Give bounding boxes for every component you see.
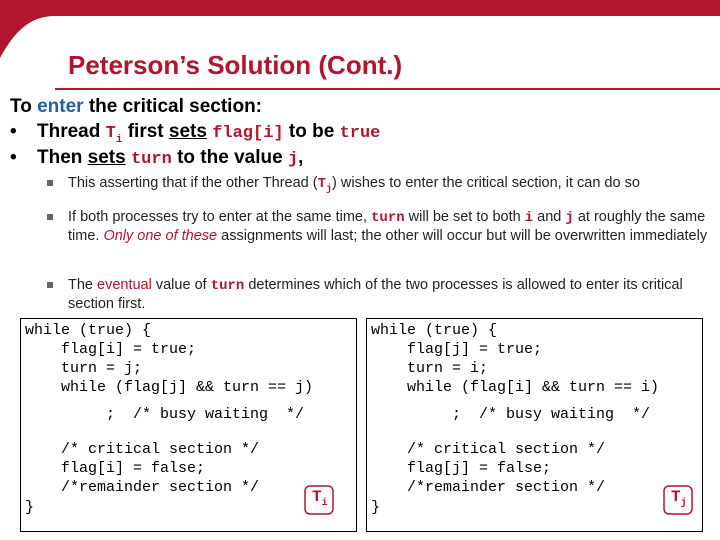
thread-label-sub: i	[321, 498, 328, 510]
underlined-text: sets	[168, 121, 207, 142]
sub-bullet-item	[47, 276, 712, 313]
square-bullet-icon	[47, 282, 53, 288]
thread-label-main: T	[312, 488, 322, 506]
code-line: }	[371, 499, 381, 516]
code-line: flag[j] = false;	[371, 460, 552, 477]
code-block-left	[20, 318, 357, 532]
intro-highlight: enter	[37, 96, 84, 117]
square-bullet-icon	[47, 180, 53, 186]
bullet-marker: •	[10, 121, 17, 142]
sub-text: If both processes try to enter at the same time,	[68, 209, 372, 225]
code-line: ; /* busy waiting */	[371, 406, 651, 423]
sub-text: ) wishes to enter the critical section, it can do so	[332, 175, 640, 191]
code-token: flag[i]	[212, 124, 284, 143]
code-line: flag[j] = true;	[371, 341, 543, 358]
code-token: j	[287, 150, 299, 169]
code-line: /*remainder section */	[25, 479, 260, 496]
code-token: i	[524, 210, 534, 226]
sub-text: at roughly the same time.	[68, 209, 706, 244]
code-line: /* critical section */	[371, 441, 606, 458]
bullet-item	[10, 147, 303, 169]
code-line: while (true) {	[371, 322, 498, 339]
italic-text: Only one of these	[103, 228, 218, 244]
sub-text: This asserting that if the other Thread (	[68, 175, 318, 191]
sub-text: assignments will last; the other will occur but will be overwritten immediately	[217, 228, 708, 244]
sub-text: and	[533, 209, 566, 225]
code-line: turn = j;	[25, 360, 143, 377]
bullet-text: to the value	[171, 147, 288, 168]
code-token: true	[339, 124, 381, 143]
code-token: turn	[371, 210, 405, 226]
code-line: while (flag[i] && turn == i)	[371, 379, 660, 396]
thread-label	[312, 488, 328, 509]
thread-label-main: T	[671, 488, 681, 506]
intro-text-2: the critical section:	[83, 96, 263, 117]
bullet-text: to be	[283, 121, 340, 142]
title-band	[55, 0, 720, 16]
code-token: j	[565, 210, 574, 226]
code-line: while (flag[j] && turn == j)	[25, 379, 314, 396]
code-subscript: j	[326, 183, 333, 195]
code-line: flag[i] = true;	[25, 341, 197, 358]
underlined-text: sets	[87, 147, 126, 168]
intro-line	[10, 96, 262, 118]
highlight-text: eventual	[97, 277, 152, 293]
bullet-text: Then	[37, 147, 88, 168]
bullet-item	[10, 121, 380, 146]
intro-text-1: To	[10, 96, 38, 117]
sub-bullet-item	[47, 174, 712, 199]
thread-label-sub: j	[680, 498, 687, 510]
code-block-right	[366, 318, 703, 532]
code-subscript: i	[115, 133, 123, 146]
code-line: while (true) {	[25, 322, 152, 339]
bullet-text: Thread	[37, 121, 106, 142]
code-line: ; /* busy waiting */	[25, 406, 305, 423]
title-rule	[55, 88, 720, 90]
sub-text: The	[68, 277, 98, 293]
bullet-text: ,	[298, 147, 304, 168]
page-title: Peterson’s Solution (Cont.)	[68, 50, 403, 80]
code-line: /* critical section */	[25, 441, 260, 458]
sub-text: value of	[151, 277, 211, 293]
corner-decoration	[0, 0, 55, 80]
square-bullet-icon	[47, 214, 53, 220]
code-line: }	[25, 499, 35, 516]
bullet-text: first	[122, 121, 169, 142]
bullet-marker: •	[10, 147, 17, 168]
code-token: T	[105, 124, 116, 143]
sub-text: will be set to both	[404, 209, 525, 225]
code-token: turn	[210, 278, 245, 294]
sub-bullet-item	[47, 208, 712, 245]
code-token: turn	[130, 150, 172, 169]
code-line: flag[i] = false;	[25, 460, 206, 477]
code-line: turn = i;	[371, 360, 489, 377]
thread-label	[671, 488, 687, 509]
code-line: /*remainder section */	[371, 479, 606, 496]
code-token: T	[317, 176, 326, 192]
sub-text: determines which of the two processes is allowed to enter its critical section first.	[68, 277, 683, 312]
